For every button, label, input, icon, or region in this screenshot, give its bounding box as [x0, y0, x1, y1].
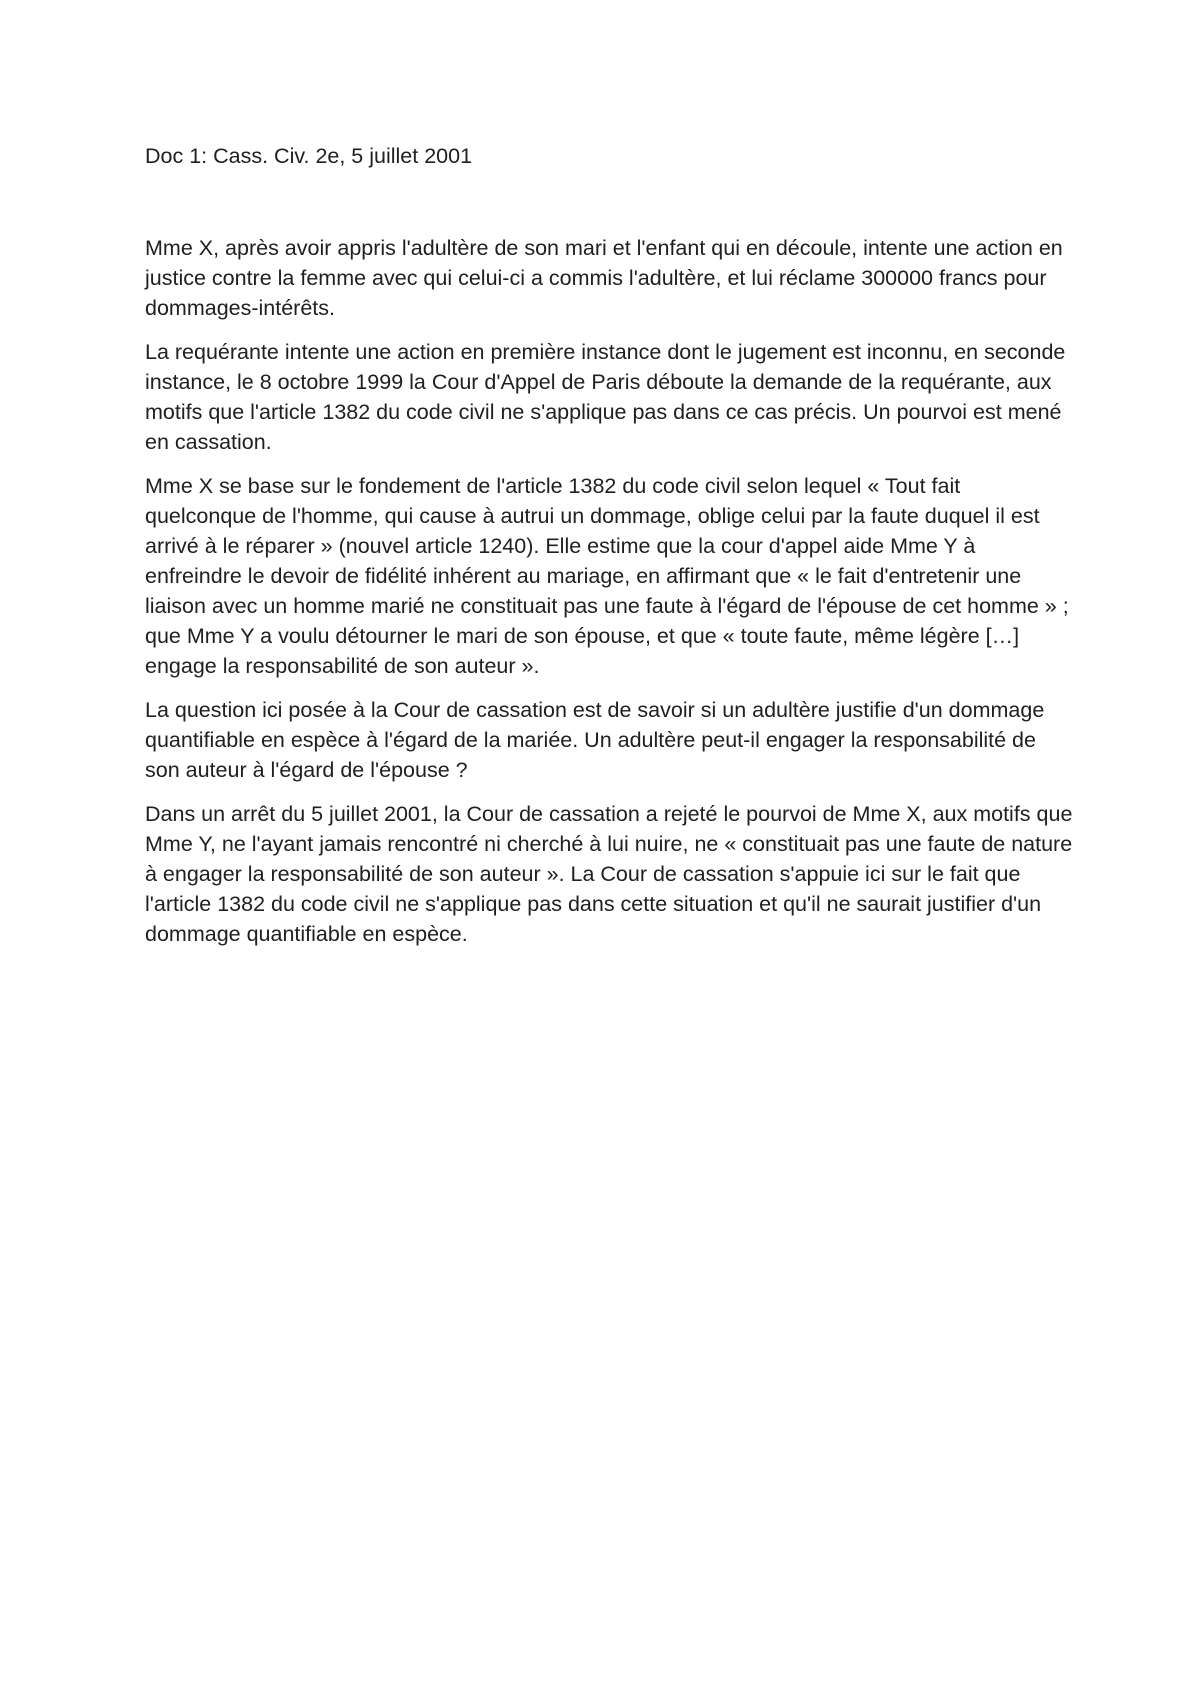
paragraph-procedure: La requérante intente une action en première instance dont le jugement est inconnu, en seconde instance, le 8 octobre 1999 la Cour d'Appel de Paris déboute la demande de la requérante, aux motifs que l'article 1382 du code civil ne s'applique pas dans ce cas précis. Un pourvoi est mené en cassation. — [145, 340, 1066, 454]
paragraph-facts: Mme X, après avoir appris l'adultère de son mari et l'enfant qui en découle, intente une action en justice contre la femme avec qui celui-ci a commis l'adultère, et lui réclame 300000 francs pour dommages-intérêts. — [145, 236, 1063, 320]
paragraph-claims: Mme X se base sur le fondement de l'article 1382 du code civil selon lequel « Tout fait quelconque de l'homme, qui cause à autrui un dommage, oblige celui par la faute duquel il est arrivé à le réparer » (nouvel article 1240). Elle estime que la cour d'appel aide Mme Y à enfreindre le devoir de fidélité inhérent au mariage, en affirmant que « le fait d'entretenir une liaison avec un homme marié ne constituait pas une faute à l'égard de l'épouse de cet homme » ; que Mme Y a voulu détourner le mari de son épouse, et que « toute faute, même légère […] engage la responsabilité de son auteur ». — [145, 474, 1069, 678]
document-title: Doc 1: Cass. Civ. 2e, 5 juillet 2001 — [145, 144, 473, 168]
paragraph-solution: Dans un arrêt du 5 juillet 2001, la Cour de cassation a rejeté le pourvoi de Mme X, aux motifs que Mme Y, ne l'ayant jamais rencontré ni cherché à lui nuire, ne « constituait pas une faute de nature à engager la responsabilité de son auteur ». La Cour de cassation s'appuie ici sur le fait que l'article 1382 du code civil ne s'applique pas dans cette situation et qu'il ne saurait justifier d'un dommage quantifiable en espèce. — [145, 802, 1073, 946]
paragraph-legal-question: La question ici posée à la Cour de cassation est de savoir si un adultère justifie d'un dommage quantifiable en espèce à l'égard de la mariée. Un adultère peut-il engager la responsabilité de son auteur à l'égard de l'épouse ? — [145, 698, 1045, 782]
